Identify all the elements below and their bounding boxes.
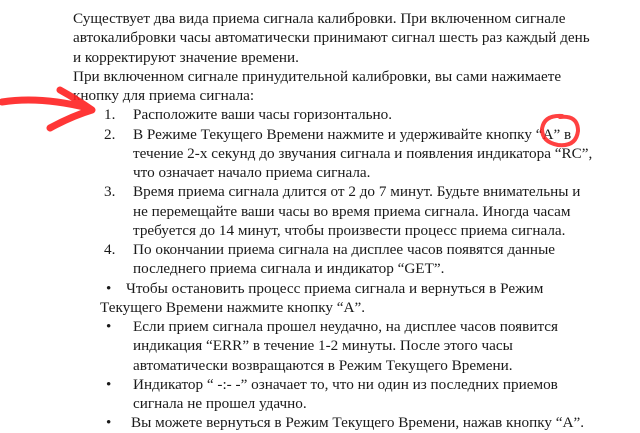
note-line: Если прием сигнала прошел неудачно, на дисплее часов появится (133, 318, 558, 335)
step-line: В Режиме Текущего Времени нажмите и удерживайте кнопку “A” в (133, 125, 572, 143)
step-number: 1. (104, 106, 116, 124)
note-line: сигнала не прошел удачно. (133, 395, 307, 412)
bullet: • (106, 279, 112, 297)
step-line: Время приема сигнала длится от 2 до 7 минут. Будьте внимательны и (133, 183, 581, 201)
step-number: 3. (104, 183, 116, 201)
intro-line: автокалибровки часы автоматически принимают сигнал шесть раз каждый день (73, 29, 590, 47)
bullet: • (106, 414, 112, 432)
step-line: требуется до 14 минут, чтобы произвести процесс приема сигнала. (133, 221, 566, 239)
intro-line: При включенном сигнале принудительной калибровки, вы сами нажимаете (73, 67, 562, 85)
step-line: Расположите ваши часы горизонтально. (133, 106, 393, 124)
note-line: Чтобы остановить процесс приема сигнала и вернуться в Режим (126, 279, 544, 297)
intro-line: и корректируют значение времени. (73, 48, 299, 66)
note-line: индикация “ERR” в течение 1-2 минуты. После этого часы (133, 337, 513, 355)
note-line: Вы можете вернуться в Режим Текущего Времени, нажав кнопку “A”. (131, 414, 585, 432)
step-line: не перемещайте ваши часы во время приема сигнала. Иногда часам (133, 202, 571, 220)
step-line: последнего приема сигнала и индикатор “GET”. (133, 260, 445, 278)
intro-line: кнопку для приема сигнала: (73, 87, 255, 104)
note-line: Текущего Времени нажмите кнопку “A”. (100, 298, 366, 316)
step-line: что означает начало приема сигнала. (133, 164, 371, 181)
note-line: автоматически возвращаются в Режим Текущего Времени. (133, 356, 513, 374)
bullet: • (106, 318, 112, 335)
step-number: 2. (104, 125, 116, 143)
step-line: течение 2-х секунд до звучания сигнала и появления индикатора “RC”, (133, 144, 593, 162)
intro-line: Существует два вида приема сигнала калибровки. При включенном сигнале (73, 10, 566, 27)
note-line: Индикатор “ -:- -” означает то, что ни один из последних приемов (133, 375, 558, 393)
step-line: По окончании приема сигнала на дисплее часов появятся данные (133, 241, 556, 258)
step-number: 4. (104, 241, 116, 258)
bullet: • (106, 375, 112, 393)
